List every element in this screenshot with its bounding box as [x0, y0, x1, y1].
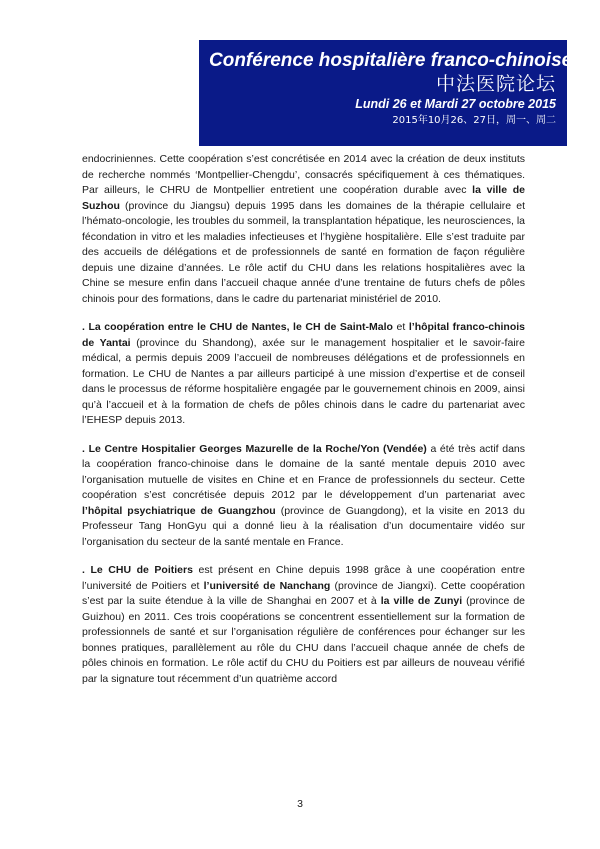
bold-text-segment: l’université de Nanchang [203, 579, 331, 592]
text-segment: a été très actif dans la coopération franco-chinoise dans le domaine de la santé mentale depuis 2010 avec l’organisation mutuelle de visites en Chine et en France de professionnels du secteur. Cette coopération s’est concrétisée depuis 2012 par le développement d’un partenariat avec [82, 442, 525, 501]
conference-date: Lundi 26 et Mardi 27 octobre 2015 [355, 97, 556, 111]
text-segment: (province du Jiangsu) depuis 1995 dans les domaines de la thérapie cellulaire et l’hémato-oncologie, les troubles du sommeil, la transplantation hépatique, les neurosciences, la fécondation in vitro et les maladies infectieuses et l’hygiène hospitalière. Elle s’est traduite par des accueils de délégations et de professionnels de santé en formation de façon régulière depuis une dizaine d’années. Le rôle actif du CHU dans les relations hospitalières avec la Chine se mesure enfin dans l’accueil chaque année d’une trentaine de futurs chefs de pôles chinois pour des formations, dans le cadre du partenariat ministériel de 2010. [82, 199, 526, 305]
conference-title: Conférence hospitalière franco-chinoise [209, 50, 573, 71]
text-segment: (province de Guizhou) en 2011. Ces trois coopérations se concentrent essentiellement sur la formation de professionnels de santé et sur l’organisation régulière de conférences pour échanger sur les bonnes pratiques, parallèlement au rôle du CHU dans l’accueil chaque année de chefs de pôles chinois en formation. Le rôle actif du CHU du Poitiers est par ailleurs de nouveau vérifié par la signature tout récemment d’un quatrième accord [82, 595, 526, 685]
bold-text-segment: l’hôpital franco-chinois de Yantai [82, 321, 526, 349]
document-body [82, 152, 525, 700]
paragraph-nantes [82, 320, 525, 429]
paragraph-montpellier [82, 152, 525, 307]
conference-header-banner [199, 40, 573, 146]
text-segment: (province de Jiangxi). Cette coopération s’est par la suite étendue à la ville de Shanghai en 2007 et à [82, 579, 525, 607]
bold-text-segment: . Le Centre Hospitalier Georges Mazurelle de la Roche/Yon (Vendée) [82, 442, 427, 455]
text-segment: (province du Shandong), axée sur le management hospitalier et le savoir-faire médical, a permis depuis 2009 l’accueil de nombreuses délégations et de professionnels en formation. Le CHU de Nantes a par ailleurs participé à une mission d’expertise et de conseil dans le processus de réforme hospitalière engagée par le gouvernement chinois en 2009, ainsi qu’à l’accueil et à la formation de chefs de pôles chinois dans le cadre du partenariat avec l’EHESP depuis 2013. [82, 336, 525, 426]
conference-date-chinese: 2015年10月26、27日，周一、周二 [392, 115, 556, 126]
text-segment: (province de Guangdong), et la visite en 2013 du Professeur Tang HonGyu qui a donné lieu à la réalisation d’un documentaire vidéo sur l’organisation du secteur de la santé mentale en France. [82, 504, 525, 548]
bold-text-segment: l’hôpital psychiatrique de Guangzhou [82, 504, 276, 517]
paragraph-poitiers [82, 563, 525, 687]
text-segment: est présent en Chine depuis 1998 grâce à une coopération entre l’université de Poitiers et [82, 564, 525, 592]
paragraph-roche-yon [82, 442, 525, 551]
bold-text-segment: . Le CHU de Poitiers [82, 564, 193, 576]
conference-title-chinese: 中法医院论坛 [435, 73, 556, 95]
page-number: 3 [297, 798, 303, 810]
text-segment: endocriniennes. Cette coopération s’est concrétisée en 2014 avec la création de deux instituts de recherche nommés ‘Montpellier-Chengdu’, consacrés spécifiquement à ces thématiques. Par ailleurs, le CHRU de Montpellier entretient une coopération durable avec [82, 153, 525, 196]
bold-text-segment: la ville de Zunyi [380, 595, 463, 607]
text-segment: et [392, 321, 409, 333]
bold-text-segment: . La coopération entre le CHU de Nantes, le CH de Saint-Malo [82, 321, 393, 333]
bold-text-segment: la ville de Suzhou [82, 184, 525, 212]
